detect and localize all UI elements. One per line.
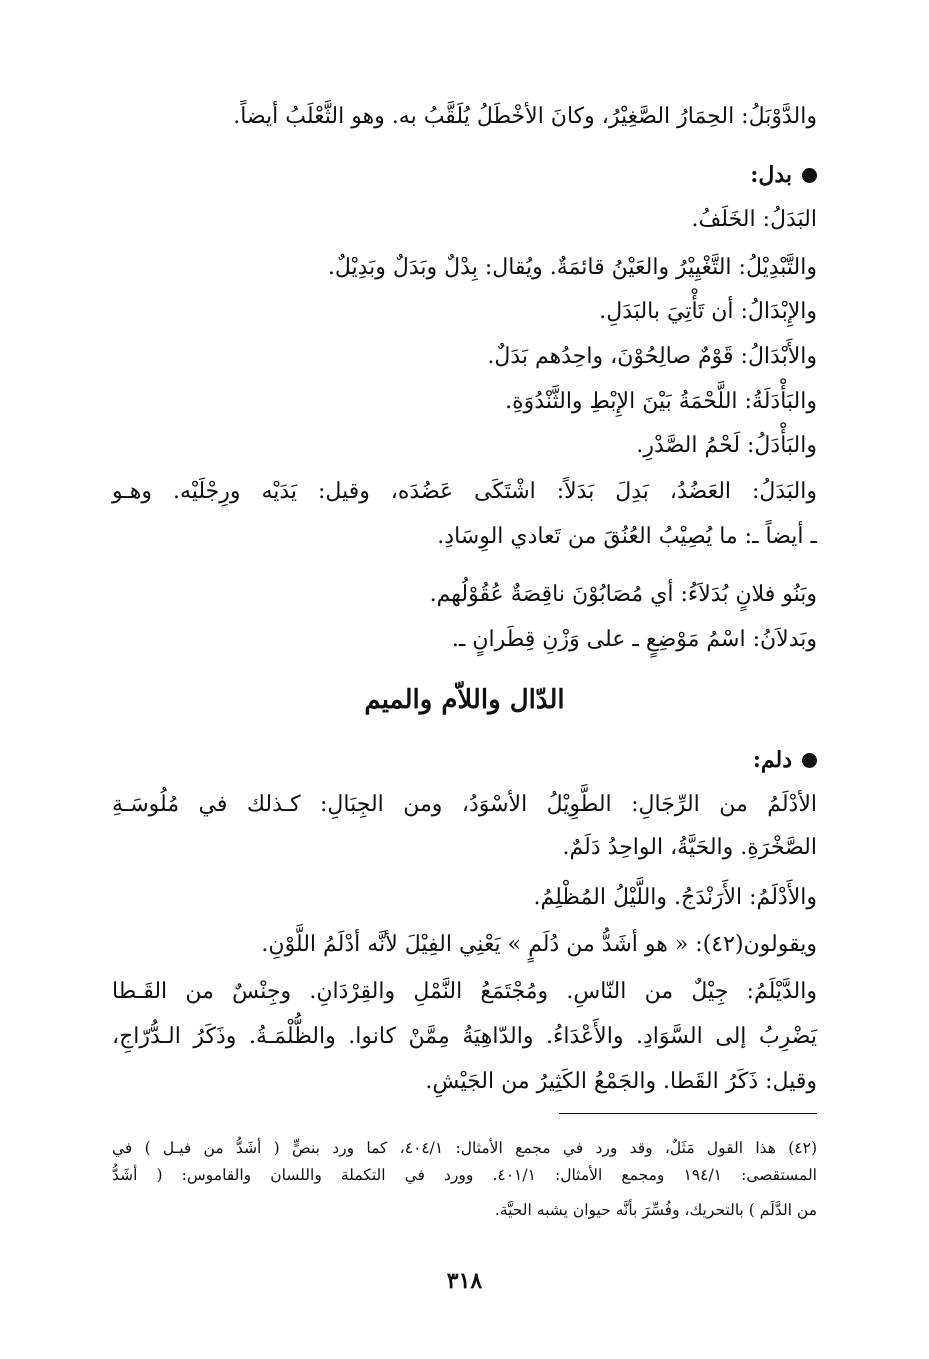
- text-line: وبَنُو فلانٍ بُدَلاَءُ: أي مُصَابُوْنَ ناقِصَةٌ عُقُوْلُهم.: [429, 582, 817, 607]
- entry-heading-badal: [750, 160, 817, 190]
- text-line: والدَّيْلَمُ: جِيْلٌ من النّاسِ. ومُجْتَمَعُ النَّمْلِ والقِرْدَانِ. وجِنْسٌ من القَـطا: [112, 979, 817, 1004]
- footnote-separator: [559, 1113, 817, 1114]
- text-line: والدَّوْبَلُ: الحِمَارُ الصَّغِيْرُ، وكانَ الأخْطَلُ يُلَقَّبُ به. وهو الثَّعْلَبُ أيضاً.: [233, 104, 817, 129]
- section-title: الدّال واللاّم والميم: [364, 685, 565, 715]
- text-line: والبَأْدَلُ: لَحْمُ الصَّدْرِ.: [636, 433, 817, 458]
- text-line: والأَدْلَمُ: الأَرَنْدَجُ. واللَّيْلُ المُظْلِمُ.: [533, 885, 817, 910]
- entry-heading-label: دلم:: [752, 747, 792, 773]
- footnote-line: من الدَّلَم ) بالتحريك، وفُسِّرَ بأنَّه حيوان يشبه الحيَّة.: [494, 1201, 817, 1219]
- footnote-line: (٤٢) هذا القول مَثَلٌ، وقد ورد في مجمع الأمثال: ٤٠٤/١، كما ورد بنصٍّ ( أشَدُّ من فيـل ) في: [112, 1139, 817, 1157]
- entry-heading-dalam: [753, 745, 817, 775]
- text-line: يَضْرِبُ إلى السَّوَادِ. والأَعْدَاءُ. والدّاهِيَةُ مِمَّنْ كانوا. والظُّلْمَـةُ. وذَكَرُ الـدُّرّاجِ،: [112, 1024, 818, 1049]
- text-line: الأدْلَمُ من الرِّجَالِ: الطَّوِيْلُ الأسْوَدُ، ومن الجِبَالِ: كـذلك في مُلُوسَـةِ: [112, 792, 817, 817]
- text-line: والتَّبْدِيْلُ: التَّغْيِيْرُ والعَيْنُ قائمَةٌ. ويُقال: بِدْلٌ وبَدَلٌ وبَدِيْلٌ.: [327, 255, 817, 280]
- bullet-icon: [802, 753, 817, 768]
- text-line: والبَدَلُ: العَضُدُ، بَدِلَ بَدَلاً: اشْتَكَى عَضُدَه، وقيل: يَدَيْه ورِجْلَيْه. وهـو: [112, 479, 817, 504]
- text-line: البَدَلُ: الخَلَفُ.: [691, 207, 817, 232]
- entry-heading-label: بدل:: [750, 162, 792, 188]
- text-line: وقيل: ذَكَرُ القَطا. والجَمْعُ الكَثِيرُ من الجَيْشِ.: [425, 1069, 817, 1094]
- text-line: وبَدلاَنُ: اسْمُ مَوْضِعٍ ـ على وَزْنِ قِطَرانٍ ـ.: [451, 627, 817, 652]
- text-line: الصَّخْرَةِ. والحَيَّةُ، الواحِدُ دَلَمٌ.: [562, 835, 817, 860]
- footnote-line: المستقصى: ١٩٤/١ ومجمع الأمثال: ٤٠١/١. وورد في التكملة واللسان والقاموس: ( أشَدُّ: [112, 1166, 817, 1184]
- text-line: والأَبْدَالُ: قَوْمٌ صالِحُوْنَ، واحِدُهم بَدَلٌ.: [487, 344, 817, 369]
- page-number: ٣١٨: [446, 1268, 483, 1294]
- text-line: والإِبْدَالُ: أن تَأْتِيَ بالبَدَلِ.: [599, 299, 817, 324]
- text-line: ـ أيضاً ـ: ما يُصِيْبُ العُنُقَ من تَعادي الوِسَادِ.: [437, 524, 817, 549]
- bullet-icon: [802, 168, 817, 183]
- text-line: ويقولون(٤٢): « هو أشَدُّ من دُلَمٍ » يَعْنِي الفِيْلَ لأنَّه أدْلَمُ اللَّوْنِ.: [261, 932, 817, 957]
- text-line: والبَأْدَلَةُ: اللَّحْمَةُ بَيْنَ الإِبْطِ والثَّنْدُوَةِ.: [505, 389, 817, 414]
